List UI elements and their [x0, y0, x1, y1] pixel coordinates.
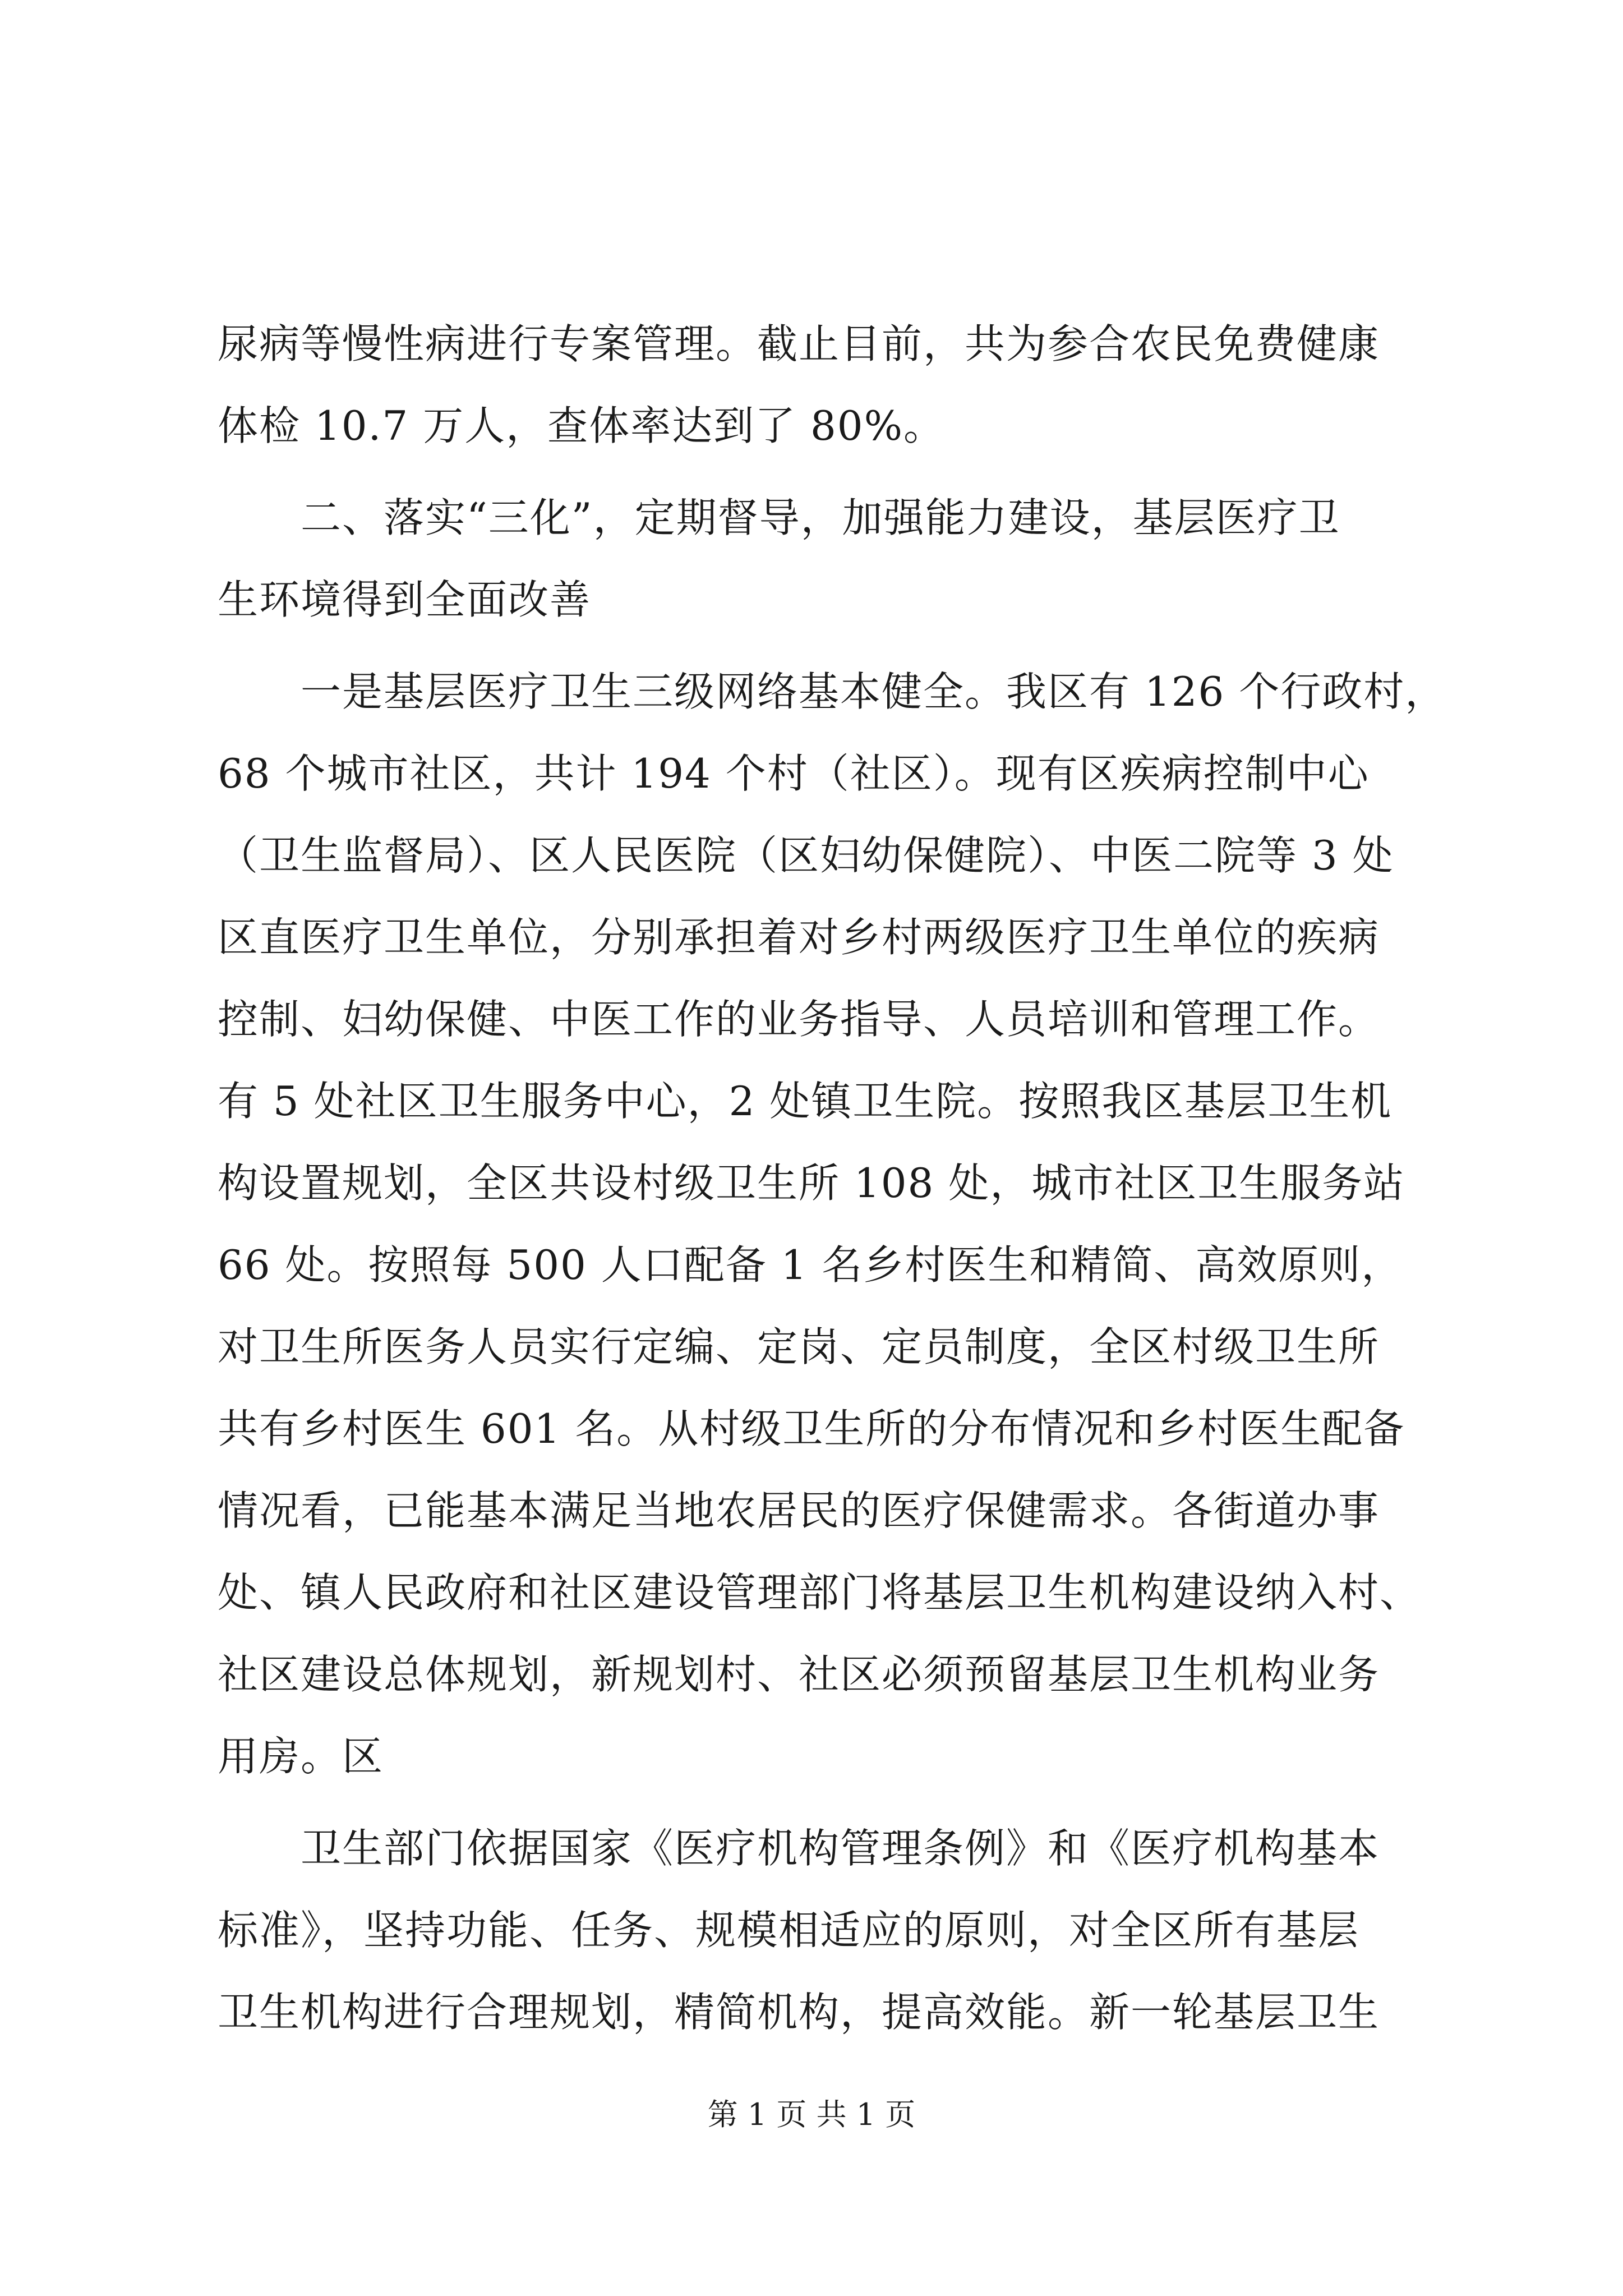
section-heading-line: 生环境得到全面改善 [218, 576, 592, 623]
text-line: 有 5 处社区卫生服务中心，2 处镇卫生院。按照我区基层卫生机 [218, 1078, 1393, 1125]
text-line: 控制、妇幼保健、中医工作的业务指导、人员培训和管理工作。 [218, 996, 1380, 1043]
text-line: 情况看，已能基本满足当地农居民的医疗保健需求。各街道办事 [218, 1487, 1380, 1534]
text-line: 标准》，坚持功能、任务、规模相适应的原则，对全区所有基层 [218, 1907, 1360, 1954]
text-line: 一是基层医疗卫生三级网络基本健全。我区有 126 个行政村， [218, 668, 1447, 715]
text-line: 卫生部门依据国家《医疗机构管理条例》和《医疗机构基本 [218, 1825, 1380, 1872]
text-line: 区直医疗卫生单位，分别承担着对乡村两级医疗卫生单位的疾病 [218, 914, 1380, 961]
text-line: 用房。区 [218, 1733, 384, 1780]
body-text [218, 303, 1447, 2053]
text-line: 68 个城市社区，共计 194 个村（社区）。现有区疾病控制中心 [218, 750, 1370, 797]
text-line: （卫生监督局）、区人民医院（区妇幼保健院）、中医二院等 3 处 [218, 832, 1394, 879]
text-line: 尿病等慢性病进行专案管理。截止目前，共为参合农民免费健康 [218, 320, 1380, 367]
text-line: 构设置规划，全区共设村级卫生所 108 处，城市社区卫生服务站 [218, 1159, 1405, 1207]
section-heading-line: 二、落实“三化”，定期督导，加强能力建设，基层医疗卫 [218, 494, 1340, 541]
text-line: 社区建设总体规划，新规划村、社区必须预留基层卫生机构业务 [218, 1651, 1380, 1698]
text-line: 卫生机构进行合理规划，精简机构，提高效能。新一轮基层卫生 [218, 1989, 1380, 2036]
page-footer: 第 1 页 共 1 页 [707, 2097, 916, 2132]
text-line: 共有乡村医生 601 名。从村级卫生所的分布情况和乡村医生配备 [218, 1405, 1405, 1452]
text-line: 体检 10.7 万人，查体率达到了 80%。 [218, 402, 946, 449]
text-line: 66 处。按照每 500 人口配备 1 名乡村医生和精简、高效原则， [218, 1241, 1403, 1289]
text-line: 对卫生所医务人员实行定编、定岗、定员制度，全区村级卫生所 [218, 1323, 1380, 1370]
text-line: 处、镇人民政府和社区建设管理部门将基层卫生机构建设纳入村、 [218, 1569, 1422, 1616]
